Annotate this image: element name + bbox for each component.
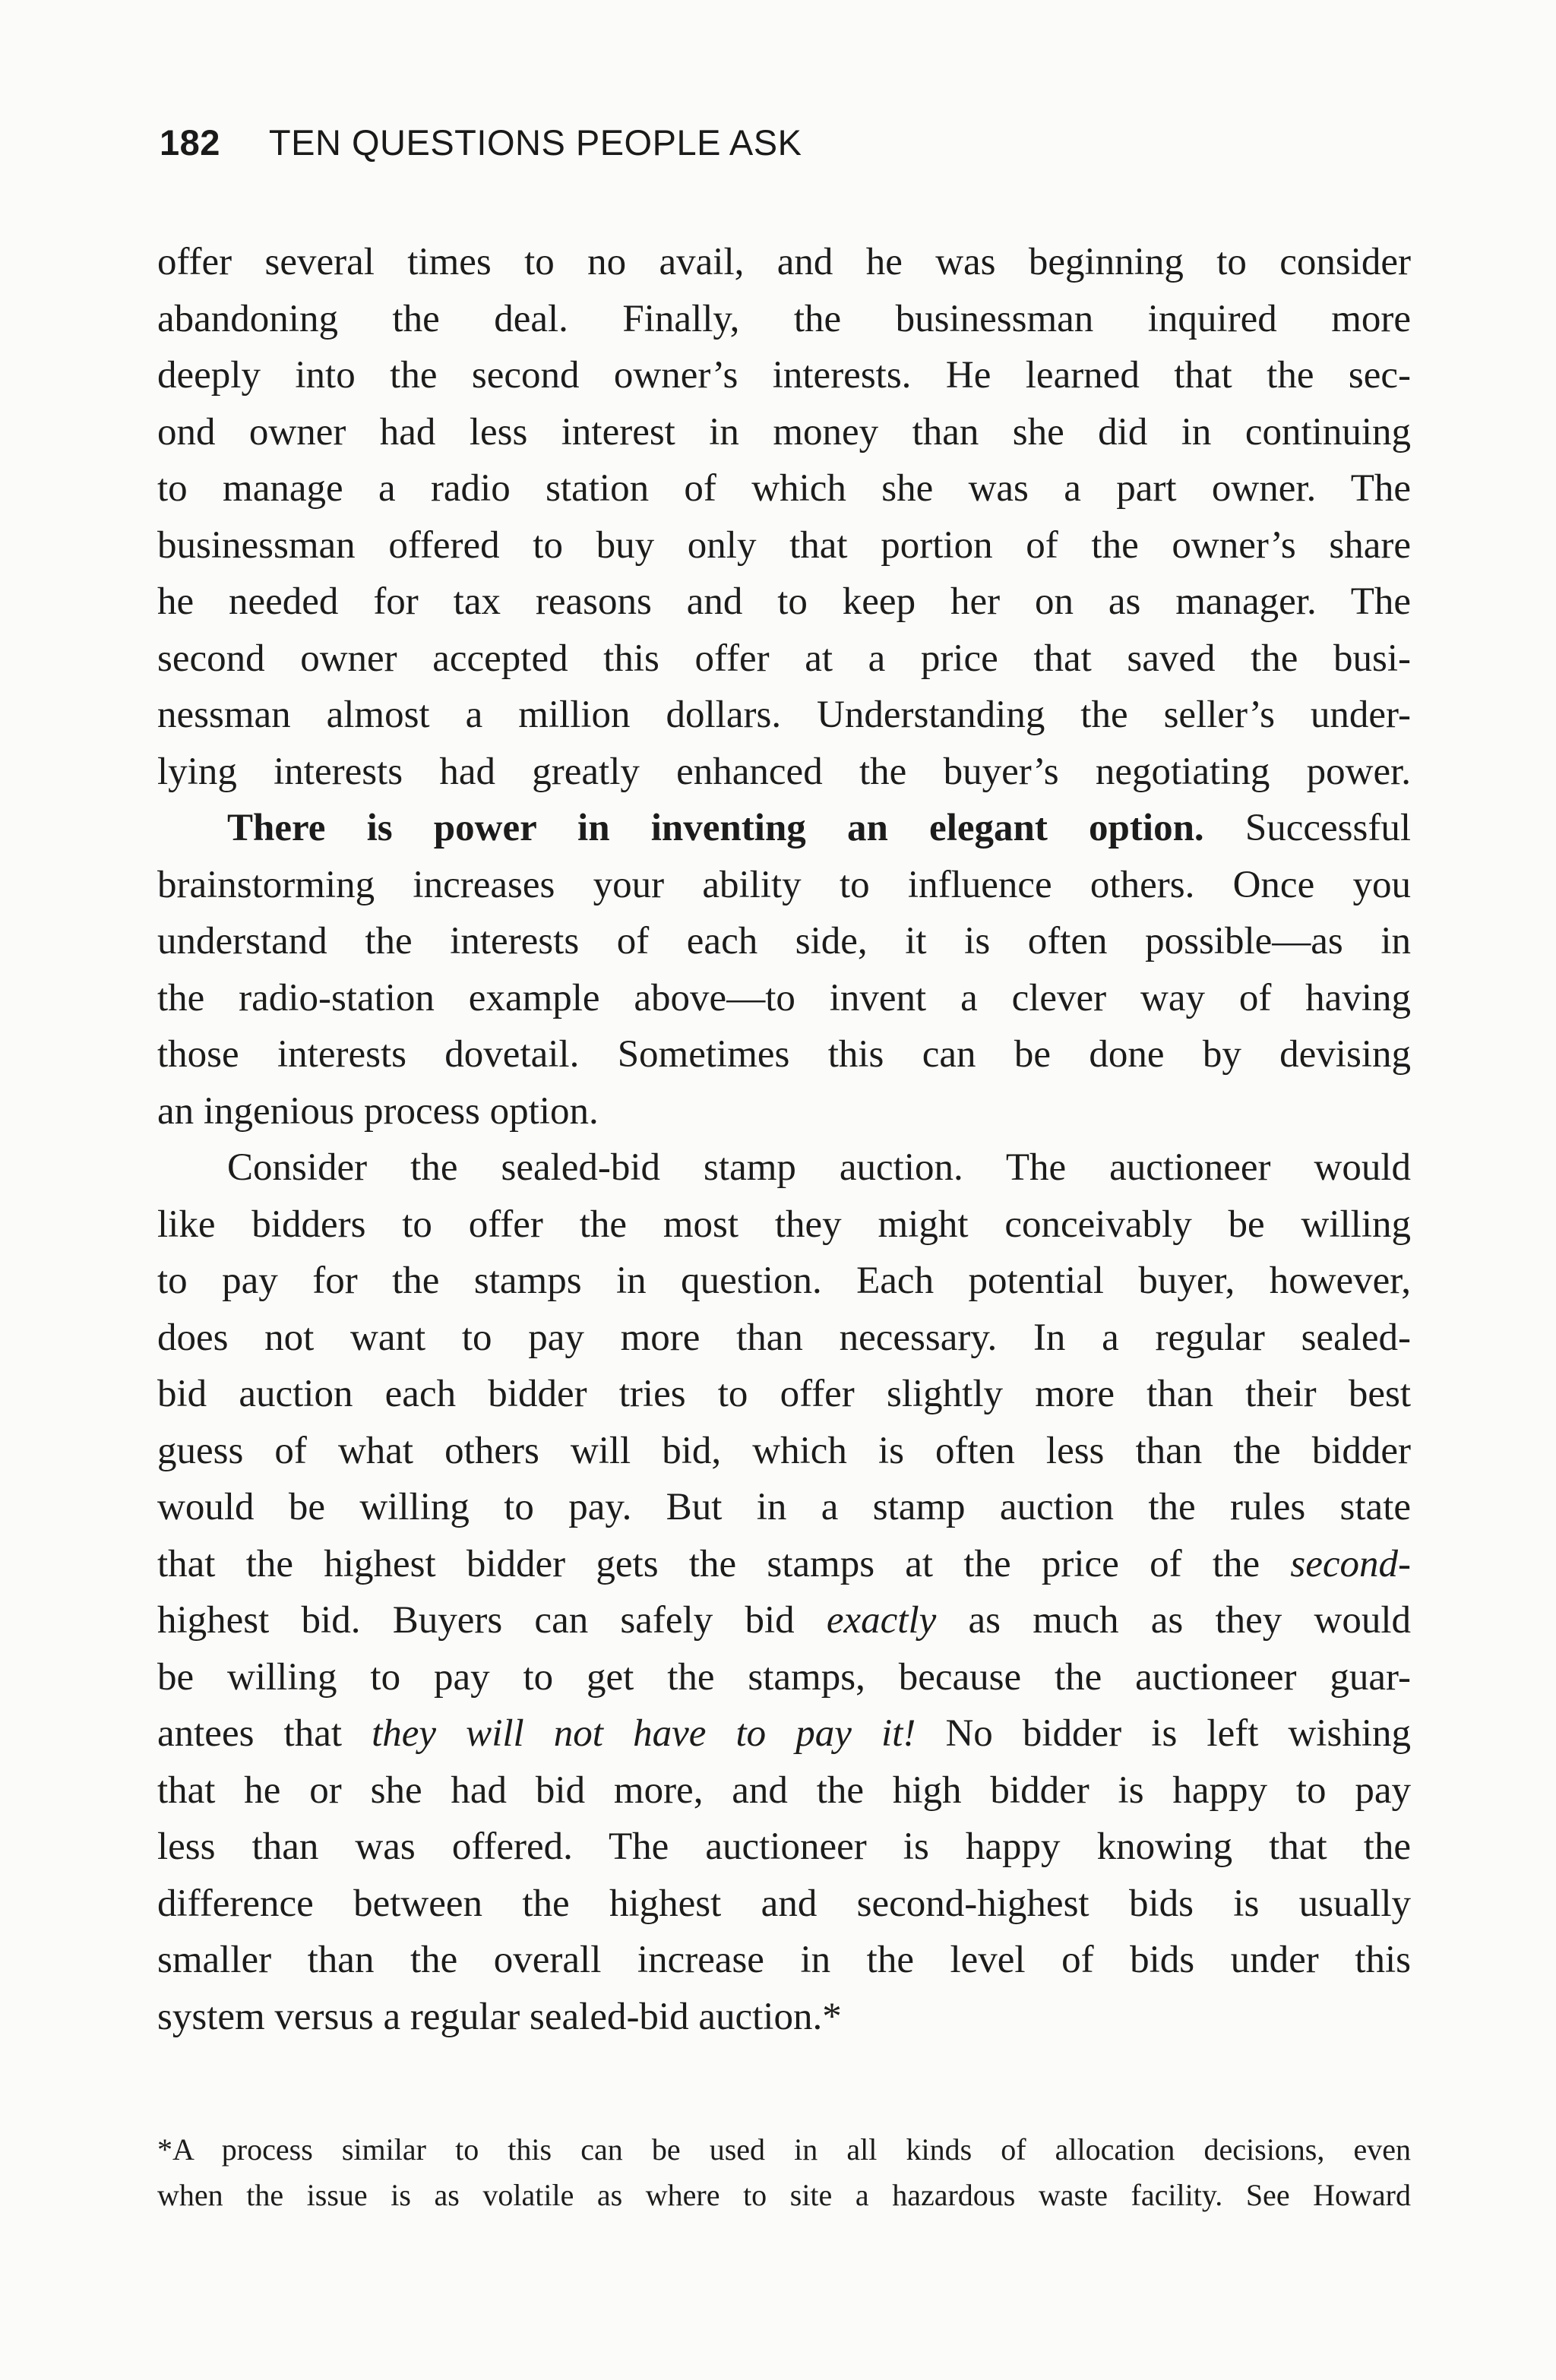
text-line: guess of what others will bid, which is often less than the bidder <box>157 1429 1411 1472</box>
text-line: he needed for tax reasons and to keep her on as manager. The <box>157 580 1411 623</box>
text-line: less than was offered. The auctioneer is happy knowing that the <box>157 1825 1411 1868</box>
paragraph-1 <box>157 234 1411 800</box>
text-line: lying interests had greatly enhanced the buyer’s negotiating power. <box>157 750 1411 793</box>
text-line: be willing to pay to get the stamps, because the auctioneer guar- <box>157 1655 1411 1699</box>
text-line <box>157 1705 1411 1762</box>
text-line: smaller than the overall increase in the level of bids under this <box>157 1939 1411 1981</box>
text-line: nessman almost a million dollars. Understanding the seller’s under- <box>157 694 1411 736</box>
text-line: offer several times to no avail, and he was beginning to consider <box>157 241 1411 283</box>
text-line: those interests dovetail. Sometimes this can be done by devising <box>157 1033 1411 1076</box>
paragraph-2 <box>157 800 1411 1139</box>
footnote-line: when the issue is as volatile as where to site a hazardous waste facility. See Howard <box>157 2178 1411 2212</box>
text-line: difference between the highest and second-highest bids is usually <box>157 1882 1411 1925</box>
text-line: system versus a regular sealed-bid auction.* <box>157 1995 842 2038</box>
text-line: an ingenious process option. <box>157 1089 599 1133</box>
text-line: like bidders to offer the most they might conceivably be willing <box>157 1203 1411 1246</box>
text-run: highest bid. Buyers can safely bid <box>157 1599 827 1642</box>
page-number: 182 <box>160 122 220 163</box>
footnote <box>157 2127 1411 2218</box>
text-line: Consider the sealed-bid stamp auction. The auctioneer would <box>227 1146 1411 1189</box>
bold-lead: There is power in inventing an elegant option. <box>227 807 1204 849</box>
text-line <box>157 1536 1411 1593</box>
text-line: understand the interests of each side, it is often possible—as in <box>157 920 1411 962</box>
text-line: deeply into the second owner’s interests. He learned that the sec- <box>157 354 1411 397</box>
text-line: brainstorming increases your ability to influence others. Once you <box>157 863 1411 906</box>
text-line: the radio-station example above—to invent a clever way of having <box>157 976 1411 1019</box>
text-line: bid auction each bidder tries to offer slightly more than their best <box>157 1373 1411 1415</box>
italic-run: they will not have to pay it! <box>372 1712 916 1755</box>
text-run: antees that <box>157 1712 372 1755</box>
running-title: TEN QUESTIONS PEOPLE ASK <box>268 122 802 163</box>
body-text <box>157 234 1411 2045</box>
text-line: businessman offered to buy only that portion of the owner’s share <box>157 523 1411 567</box>
text-line: second owner accepted this offer at a price that saved the busi- <box>157 637 1411 680</box>
text-line: abandoning the deal. Finally, the businessman inquired more <box>157 297 1411 340</box>
text-line: to pay for the stamps in question. Each potential buyer, however, <box>157 1260 1411 1302</box>
text-run: Successful <box>1203 807 1412 849</box>
text-run: No bidder is left wishing <box>916 1712 1411 1755</box>
text-line: ond owner had less interest in money than she did in continuing <box>157 410 1411 454</box>
text-line: that he or she had bid more, and the high bidder is happy to pay <box>157 1768 1411 1812</box>
text-line <box>157 800 1411 857</box>
text-line: to manage a radio station of which she was a part owner. The <box>157 467 1411 510</box>
italic-run: exactly <box>826 1599 937 1642</box>
text-run: that the highest bidder gets the stamps at the price of the <box>157 1542 1291 1585</box>
paragraph-3 <box>157 1139 1411 2045</box>
text-run: as much as they would <box>936 1599 1411 1642</box>
footnote-line: *A process similar to this can be used in all kinds of allocation decisions, even <box>157 2132 1411 2167</box>
text-line <box>157 1592 1411 1649</box>
running-head <box>160 122 802 163</box>
text-line: would be willing to pay. But in a stamp auction the rules state <box>157 1486 1411 1528</box>
italic-run: second- <box>1290 1542 1411 1585</box>
text-line: does not want to pay more than necessary. In a regular sealed- <box>157 1316 1411 1359</box>
